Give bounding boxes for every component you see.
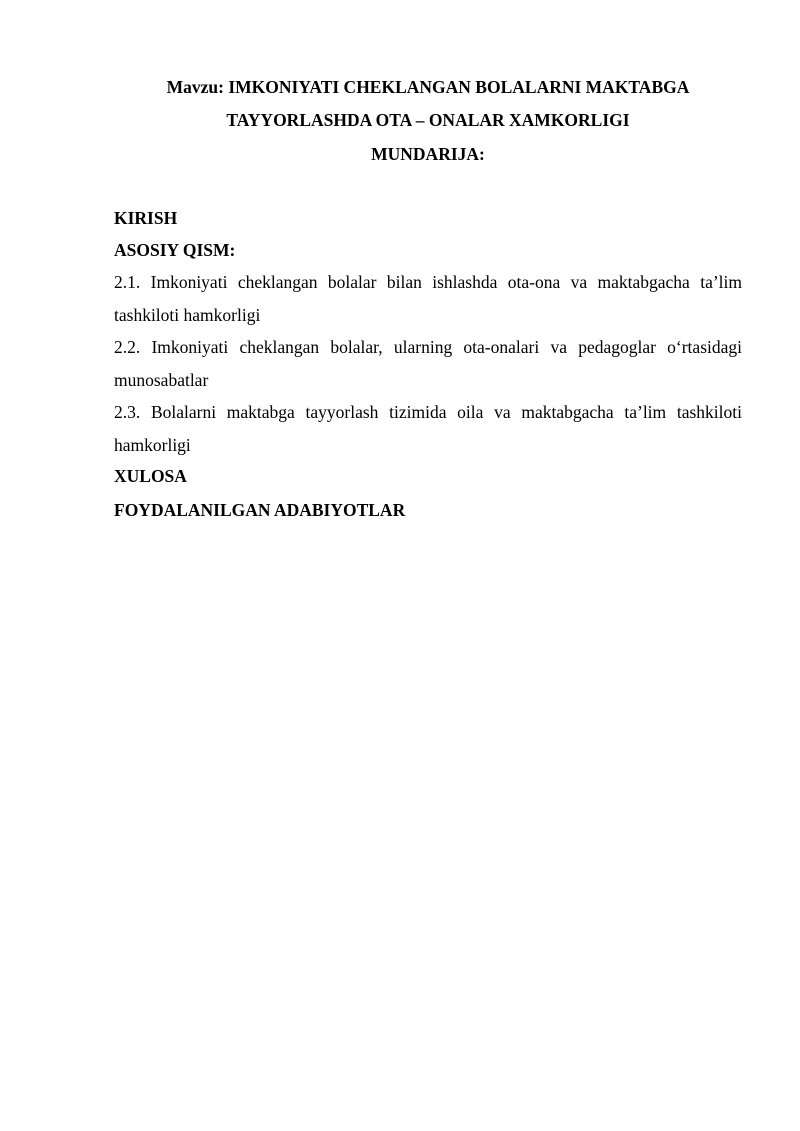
toc-section-line: tashkiloti hamkorligi	[114, 304, 261, 325]
toc-intro: KIRISH	[114, 208, 178, 228]
toc-section-line: 2.1. Imkoniyati cheklangan bolalar bilan ishlashda ota-ona va maktabgacha ta’lim	[114, 272, 742, 292]
toc-section-2-3	[114, 396, 742, 461]
contents-heading: MUNDARIJA:	[371, 144, 485, 164]
document-title-line-2: TAYYORLASHDA OTA – ONALAR XAMKORLIGI	[226, 110, 630, 130]
toc-main-part: ASOSIY QISM:	[114, 240, 236, 260]
toc-section-line: 2.2. Imkoniyati cheklangan bolalar, ularning ota-onalari va pedagoglar o‘rtasidagi	[114, 337, 742, 357]
toc-section-2-1	[114, 266, 742, 331]
toc-conclusion: XULOSA	[114, 466, 187, 486]
toc-section-line: munosabatlar	[114, 369, 209, 390]
toc-section-line: 2.3. Bolalarni maktabga tayyorlash tizimida oila va maktabgacha ta’lim tashkiloti	[114, 402, 742, 422]
toc-references: FOYDALANILGAN ADABIYOTLAR	[114, 500, 406, 520]
toc-section-2-2	[114, 331, 742, 396]
document-title-line-1: Mavzu: IMKONIYATI CHEKLANGAN BOLALARNI MAKTABGA	[166, 77, 690, 97]
toc-section-line: hamkorligi	[114, 434, 191, 455]
